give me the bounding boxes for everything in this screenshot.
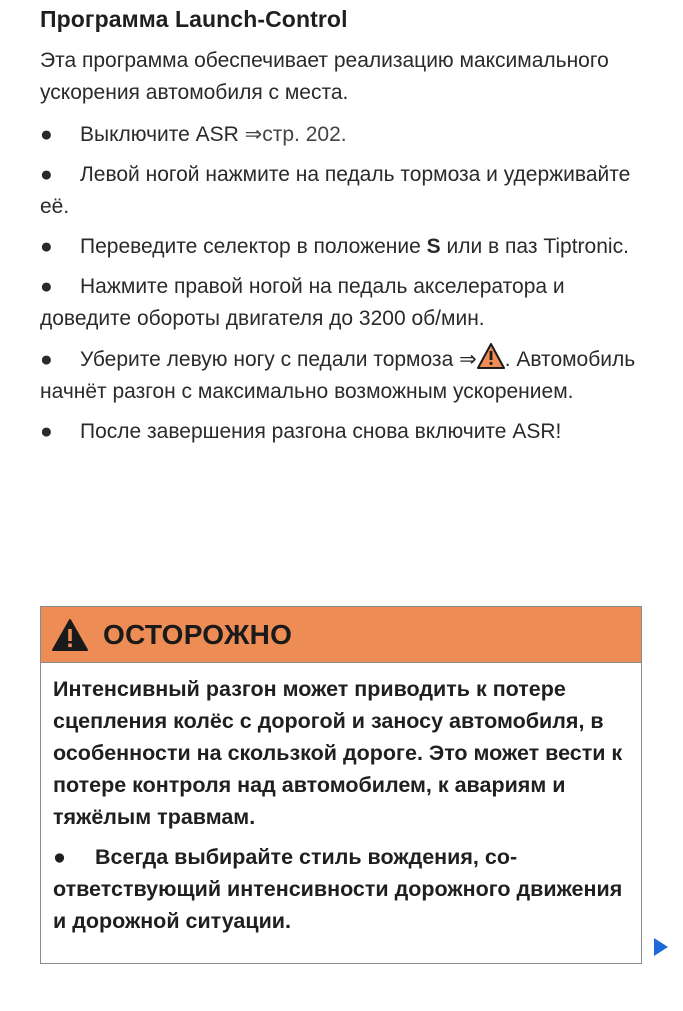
- bullet-icon: ●: [40, 275, 53, 298]
- step-item: [40, 231, 640, 263]
- selector-position-s: S: [426, 235, 441, 258]
- warning-item: [53, 841, 629, 937]
- step-item: [40, 416, 640, 448]
- step-item: [40, 159, 640, 223]
- bullet-icon: ●: [40, 163, 53, 186]
- step-item: [40, 119, 640, 151]
- warning-triangle-icon: [51, 618, 89, 652]
- warning-title: ОСТОРОЖНО: [103, 618, 293, 650]
- bullet-icon: ●: [40, 348, 53, 371]
- step-text: или в паз Tiptronic.: [440, 235, 629, 258]
- page-reference-link[interactable]: ⇒стр. 202.: [244, 123, 347, 146]
- step-text: Уберите левую ногу с педали тормоза ⇒: [80, 348, 477, 371]
- bullet-icon: ●: [53, 845, 66, 869]
- next-page-arrow-icon[interactable]: [654, 938, 668, 956]
- step-item: [40, 271, 640, 335]
- manual-page: [40, 6, 640, 456]
- step-text: Переведите селектор в положение: [80, 235, 427, 258]
- bullet-icon: ●: [40, 420, 53, 443]
- warning-triangle-icon[interactable]: [477, 343, 505, 369]
- step-text: После завершения разгона снова включите ASR!: [80, 420, 562, 443]
- warning-header: [41, 607, 641, 663]
- warning-body: [41, 663, 641, 937]
- step-text: . Автомобиль начнёт разгон с максимально возможным ускорением.: [40, 348, 636, 403]
- step-item: [40, 343, 640, 408]
- bullet-icon: ●: [40, 123, 53, 146]
- section-title: Программа Launch-Control: [40, 6, 348, 32]
- warning-item-text: Всегда выбирайте стиль вождения, соответствующий интенсивности дорожного движения и дорожной ситуации.: [53, 845, 623, 933]
- warning-box: [40, 606, 642, 964]
- step-text: Выключите ASR: [80, 123, 245, 146]
- step-text: Левой ногой нажмите на педаль тормоза и удерживайте её.: [40, 163, 631, 218]
- step-text: Нажмите правой ногой на педаль акселератора и доведите обороты двигателя до 3200 об/мин.: [40, 275, 565, 330]
- warning-text: Интенсивный разгон может приводить к потере сцепления колёс с дорогой и заносу автомобиля, в особенности на скользкой дороге. Это может вести к потере контроля над автомобилем, к авариям и тяжёлым травмам.: [53, 677, 623, 829]
- bullet-icon: ●: [40, 235, 53, 258]
- intro-paragraph: Эта программа обеспечивает реализацию максимального ускорения автомобиля с места.: [40, 49, 609, 104]
